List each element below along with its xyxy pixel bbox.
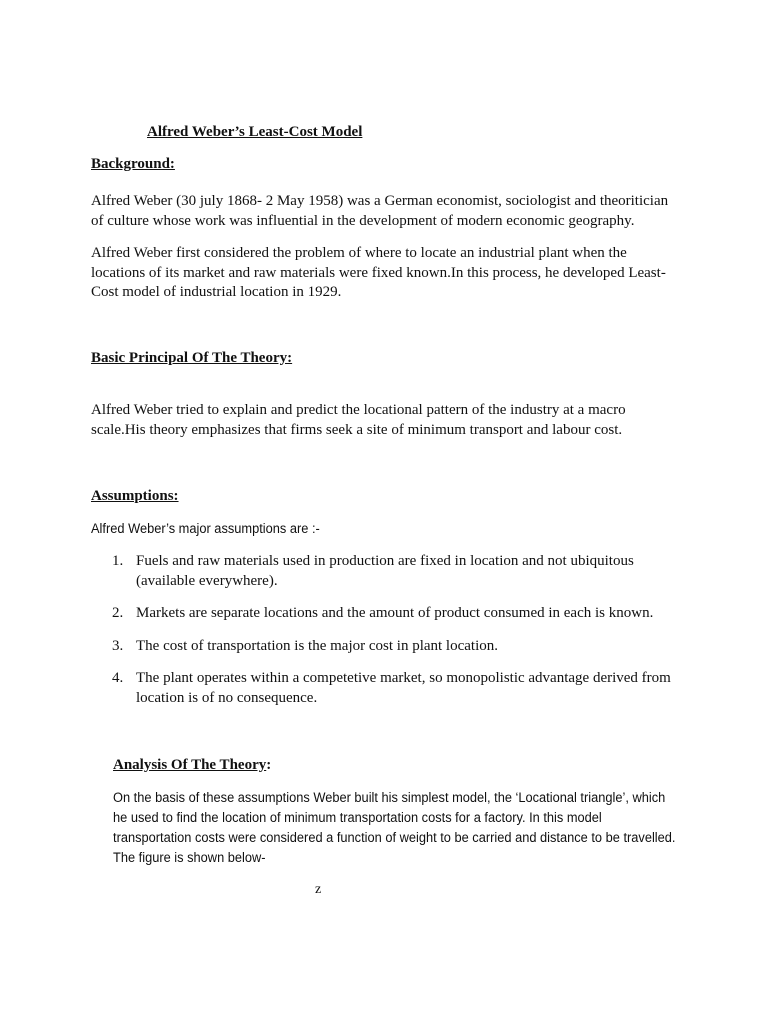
list-item-text: The cost of transportation is the major cost in plant location. <box>136 637 498 654</box>
list-item-number: 1. <box>112 553 124 569</box>
figure-label: z <box>315 882 322 897</box>
analysis-heading-line <box>113 756 271 776</box>
analysis-heading: Analysis Of The Theory <box>113 757 267 773</box>
assumptions-heading: Assumptions: <box>91 488 179 504</box>
list-item-text: Markets are separate locations and the amount of product consumed in each is known. <box>136 605 654 621</box>
list-item-text: Fuels and raw materials used in production are fixed in location and not ubiquitous (available everywhere). <box>136 553 634 589</box>
list-item-text: The plant operates within a competetive market, so monopolistic advantage derived from location is of no consequence. <box>136 670 671 706</box>
list-item-number: 3. <box>112 637 124 654</box>
list-item <box>112 669 682 708</box>
analysis-paragraph: On the basis of these assumptions Weber built his simplest model, the ‘Locational triangle’, which he used to find the location of minimum transportation costs for a factory. In this model transportation costs were considered a function of weight to be carried and distance to be travelled. The figure is shown below- <box>113 790 676 865</box>
assumptions-intro: Alfred Weber’s major assumptions are :- <box>91 521 320 536</box>
analysis-heading-colon: : <box>266 757 272 773</box>
principal-heading: Basic Principal Of The Theory: <box>91 350 293 366</box>
list-item <box>112 637 682 657</box>
list-item <box>112 552 682 591</box>
assumptions-list <box>112 552 682 721</box>
background-paragraph-1: Alfred Weber (30 july 1868- 2 May 1958) was a German economist, sociologist and theoritician of culture whose work was influential in the development of modern economic geography. <box>91 193 669 229</box>
list-item <box>112 604 682 624</box>
document-title: Alfred Weber’s Least-Cost Model <box>147 124 363 140</box>
list-item-number: 4. <box>112 670 124 686</box>
background-heading: Background: <box>91 156 175 172</box>
principal-paragraph: Alfred Weber tried to explain and predict the locational pattern of the industry at a macro scale.His theory emphasizes that firms seek a site of minimum transport and labour cost. <box>91 402 626 438</box>
list-item-number: 2. <box>112 605 124 621</box>
background-paragraph-2: Alfred Weber first considered the problem of where to locate an industrial plant when the locations of its market and raw materials were fixed known.In this process, he developed Least-Cost model of industrial location in 1929. <box>91 245 666 300</box>
